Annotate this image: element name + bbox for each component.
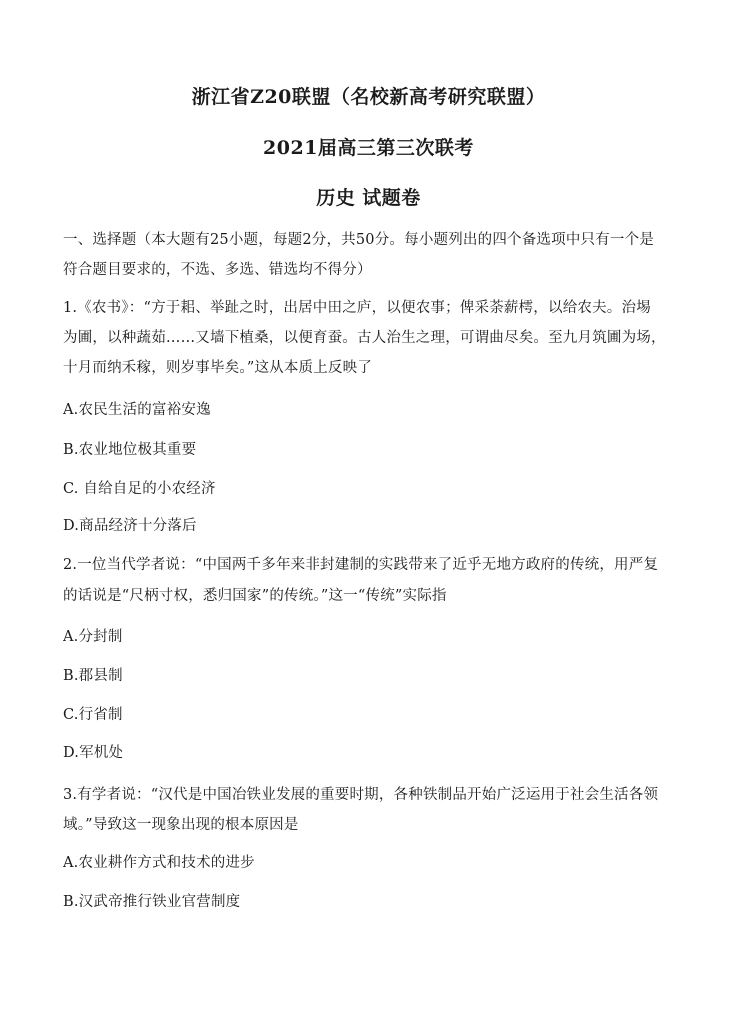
question-2-option-c: C.行省制 bbox=[63, 707, 123, 723]
question-2-stem-line-2: 的话说是“尺柄寸权，悉归国家”的传统。”这一“传统”实际指 bbox=[63, 588, 447, 604]
exam-title-subject: 历史 试题卷 bbox=[316, 187, 421, 209]
exam-title-alliance: 浙江省Z20联盟（名校新高考研究联盟） bbox=[191, 86, 546, 108]
question-1-option-d: D.商品经济十分落后 bbox=[63, 518, 197, 534]
question-1-stem-line-2: 为圃，以种蔬茹……又墙下植桑，以便育蚕。古人治生之理，可谓曲尽矣。至九月筑圃为场， bbox=[63, 330, 666, 346]
question-3-stem-line-2: 域。”导致这一现象出现的根本原因是 bbox=[63, 817, 299, 833]
question-3-stem-line-1: 3.有学者说：“汉代是中国冶铁业发展的重要时期，各种铁制品开始广泛运用于社会生活各领 bbox=[63, 787, 659, 803]
question-3-option-b: B.汉武帝推行铁业官营制度 bbox=[63, 894, 241, 910]
exam-title-session: 2021届高三第三次联考 bbox=[263, 137, 474, 159]
question-1-option-a: A.农民生活的富裕安逸 bbox=[63, 402, 211, 418]
question-2-option-b: B.郡县制 bbox=[63, 668, 123, 684]
question-1-stem-line-3: 十月而纳禾稼，则岁事毕矣。”这从本质上反映了 bbox=[63, 360, 373, 376]
question-3-option-a: A.农业耕作方式和技术的进步 bbox=[63, 855, 255, 871]
instructions-line-1: 一、选择题（本大题有25小题，每题2分，共50分。每小题列出的四个备选项中只有一个是 bbox=[63, 232, 655, 248]
question-2-option-a: A.分封制 bbox=[63, 629, 123, 645]
question-1-stem-line-1: 1.《农书》：“方于耜、举趾之时，出居中田之庐，以便农事；俾采荼薪樗，以给农夫。治埸 bbox=[63, 300, 651, 316]
question-2-stem-line-1: 2.一位当代学者说：“中国两千多年来非封建制的实践带来了近乎无地方政府的传统，用严复 bbox=[63, 557, 659, 573]
question-1-option-c: C. 自给自足的小农经济 bbox=[63, 481, 216, 497]
question-1-option-b: B.农业地位极其重要 bbox=[63, 442, 197, 458]
question-2-option-d: D.军机处 bbox=[63, 745, 124, 761]
instructions-line-2: 符合题目要求的，不选、多选、错选均不得分） bbox=[63, 262, 372, 278]
